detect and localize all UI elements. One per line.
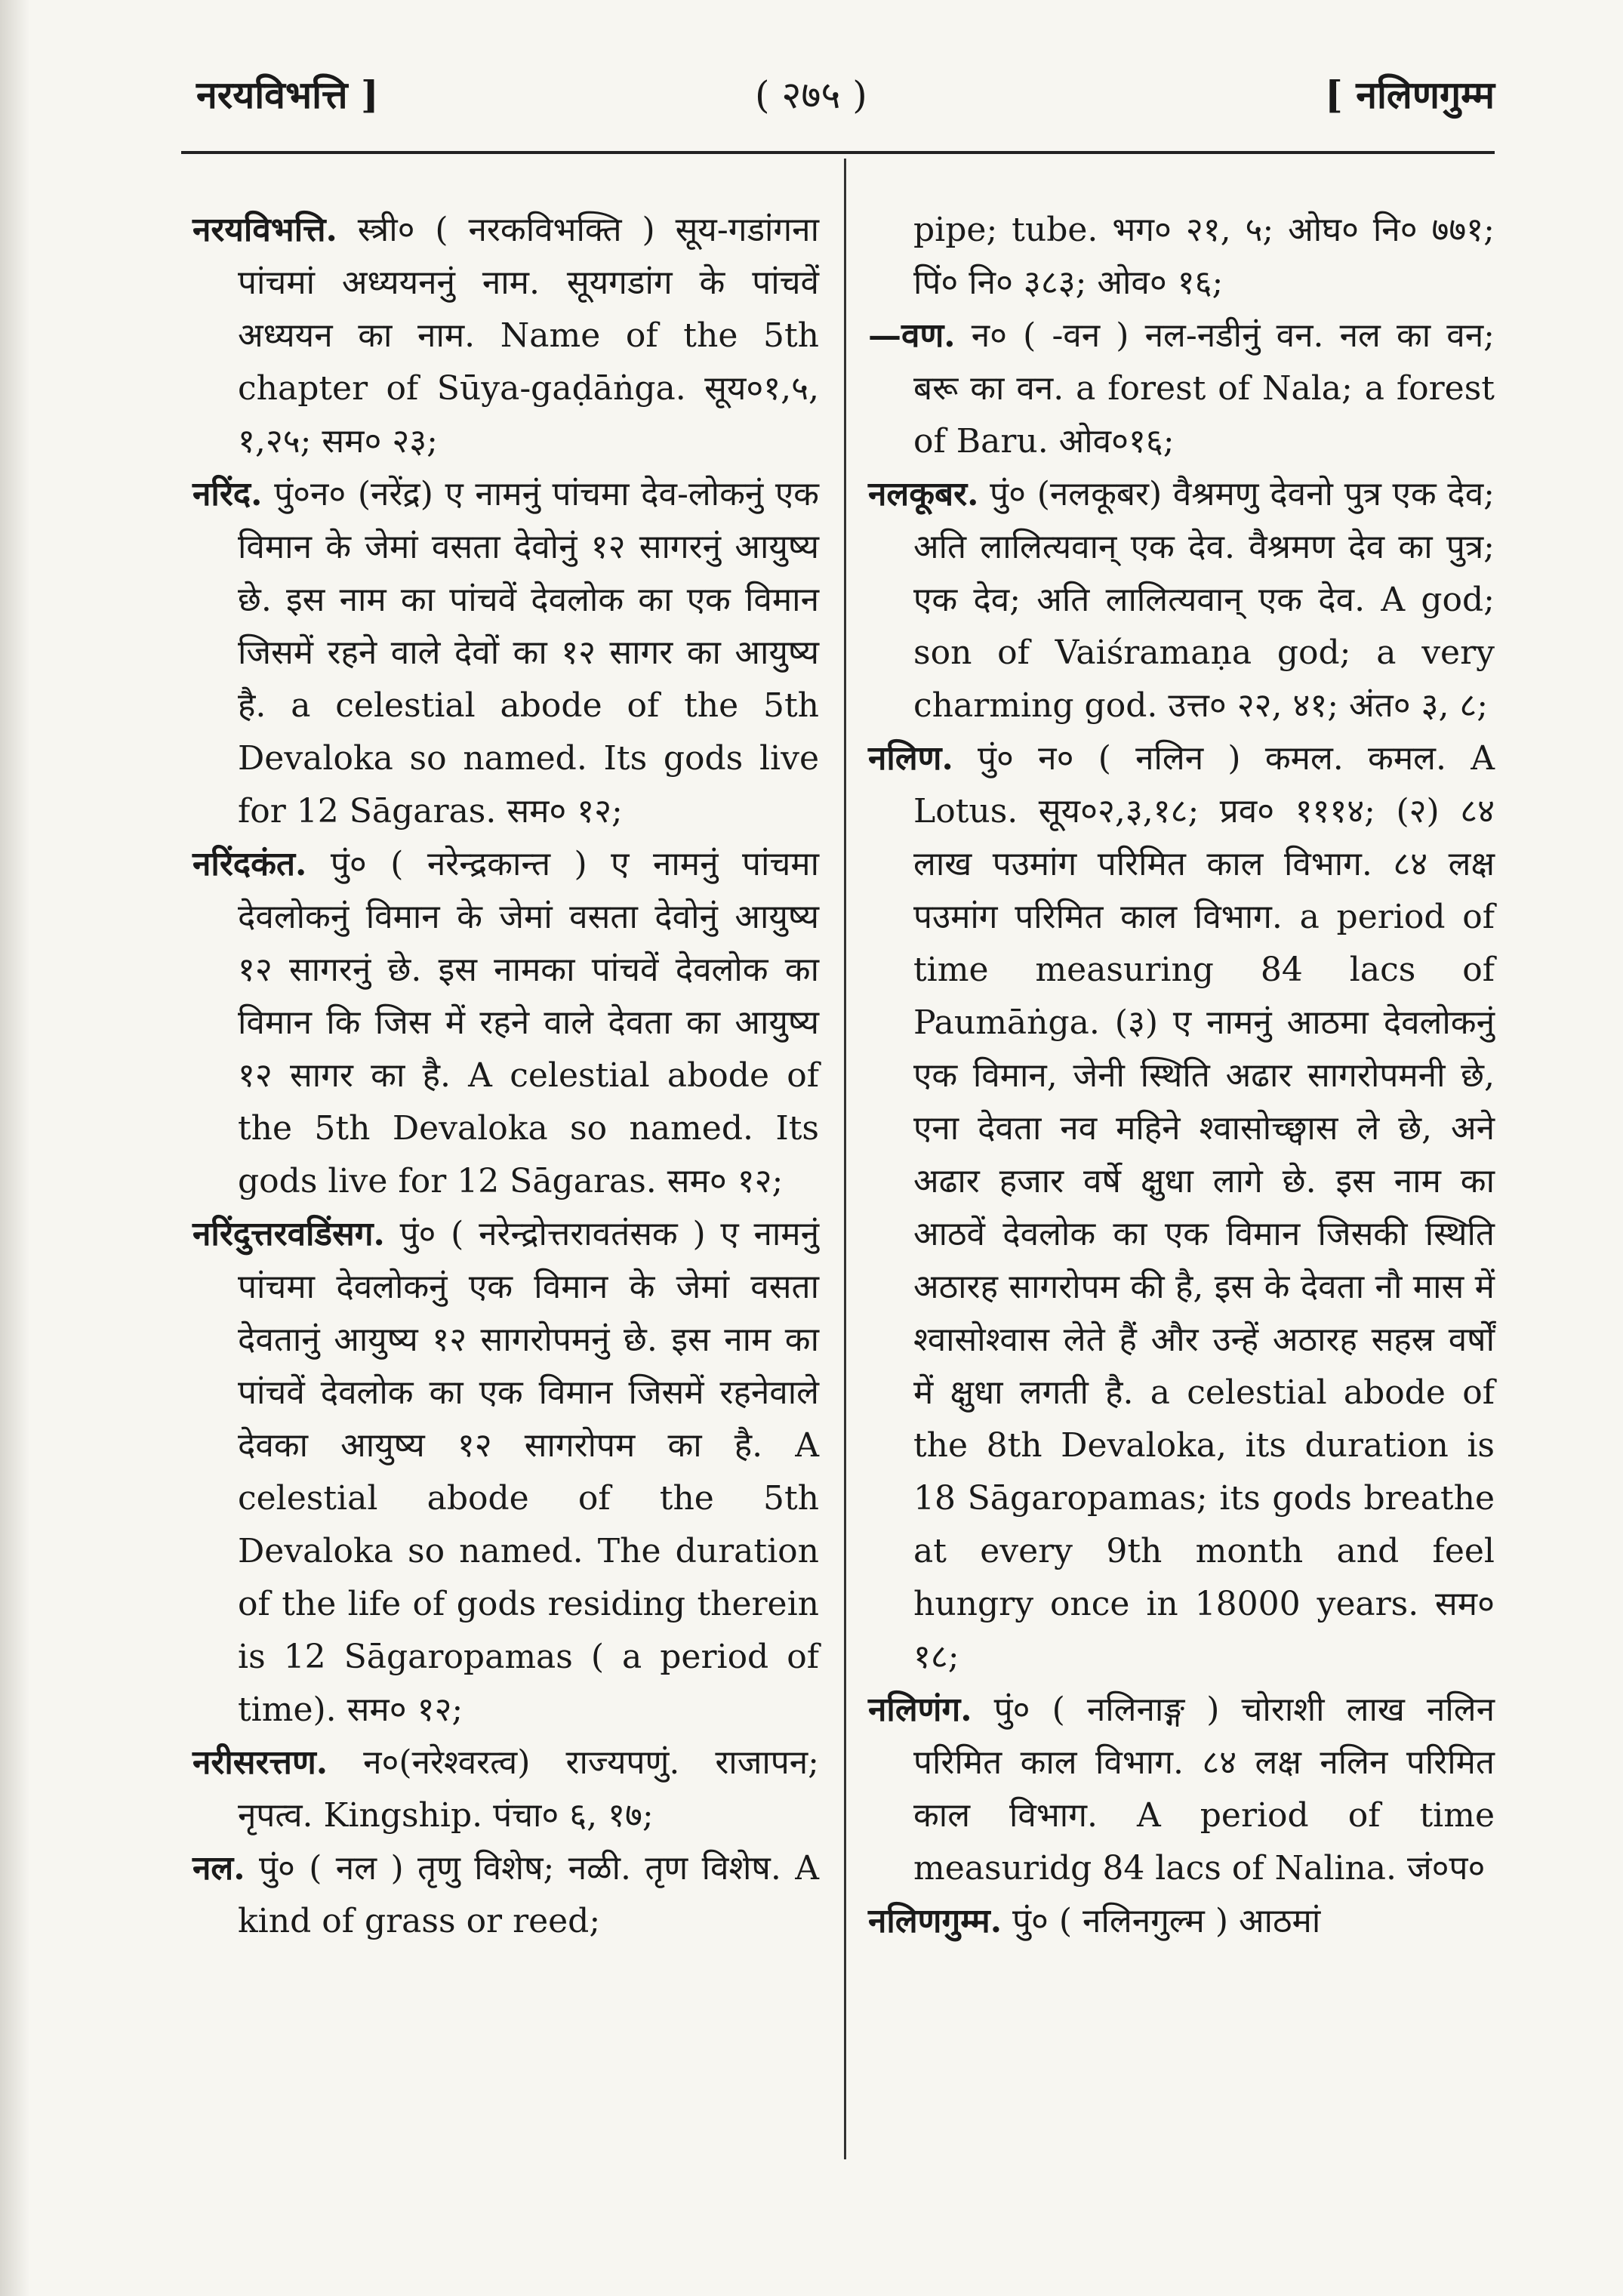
definition: पुं० ( नलिनगुल्म ) आठमां <box>1012 1902 1321 1940</box>
dictionary-entry <box>192 468 819 838</box>
dictionary-entry <box>868 1684 1495 1895</box>
header-rule <box>181 151 1495 154</box>
right-column <box>868 204 1495 1948</box>
dictionary-entry <box>868 732 1495 1684</box>
headword: नरीसरत्तण. <box>192 1743 328 1782</box>
column-divider <box>844 159 846 2159</box>
headword: नरिंदकंत. <box>192 845 307 883</box>
definition: पुं० ( नलिनाङ्ग ) चोराशी लाख नलिन परिमित काल विभाग. ८४ लक्ष नलिन परिमित काल विभाग. A period of time measuridg 84 lacs of Nalina. जं०प० <box>913 1690 1495 1888</box>
headword: नलकूबर. <box>868 475 979 513</box>
definition: पुं० न० ( नलिन ) कमल. कमल. A Lotus. सूय०२,३,१८; प्रव० १११४; (२) ८४ लाख पउमांग परिमित काल विभाग. ८४ लक्ष पउमांग परिमित काल विभाग. a period of time measuring 84 lacs of Paumāṅga. (३) ए नामनुं आठमा देवलोकनुं एक विमान, जेनी स्थिति अढार सागरोपमनी छे, एना देवता नव महिने श्वासोच्छ्वास ले छे, अने अढार हजार वर्षे क्षुधा लागे छे. इस नाम का आठवें देवलोक का एक विमान जिसकी स्थिति अठारह सागरोपम की है, इस के देवता नौ मास में श्वासोश्वास लेते हैं और उन्हें अठारह सहस्र वर्षों में क्षुधा लगती है. a celestial abode of the 8th Devaloka, its duration is 18 Sāgaropamas; its gods breathe at every 9th month and feel hungry once in 18000 years. सम० १८; <box>913 739 1495 1676</box>
dictionary-entry <box>192 204 819 468</box>
definition: पुं० ( नरेन्द्रोत्तरावतंसक ) ए नामनुं पांचमा देवलोकनुं एक विमान के जेमां वसता देवतानुं आयुष्य १२ सागरोपमनुं छे. इस नाम का पांचवें देवलोक का एक विमान जिसमें रहनेवाले देवका आयुष्य १२ सागरोपम का है. A celestial abode of the 5th Devaloka so named. The duration of the life of gods residing therein is 12 Sāgaropamas ( a period of time). सम० १२; <box>238 1215 819 1729</box>
definition: स्त्री० ( नरकविभक्ति ) सूय-गडांगना पांचमां अध्ययननुं नाम. सूयगडांग के पांचवें अध्ययन का नाम. Name of the 5th chapter of Sūya-gaḍāṅga. सूय०१,५, १,२५; सम० २३; <box>238 211 819 461</box>
left-column <box>192 204 819 1948</box>
headword: नलिणगुम्म. <box>868 1902 1002 1940</box>
page-number: ( २७५ ) <box>755 73 867 117</box>
dictionary-entry <box>868 1895 1495 1948</box>
definition: pipe; tube. भग० २१, ५; ओघ० नि० ७७१; पिं० नि० ३८३; ओव० १६; <box>913 211 1495 302</box>
header-right-guideword: [ नलिणगुम्म <box>1325 72 1495 117</box>
page-header <box>181 60 1495 128</box>
dictionary-entry-continuation <box>913 204 1495 310</box>
page-edge <box>0 0 30 2296</box>
definition: पुं०न० (नरेंद्र) ए नामनुं पांचमा देव-लोकनुं एक विमान के जेमां वसता देवोनुं १२ सागरनुं आयुष्य छे. इस नाम का पांचवें देवलोक का एक विमान जिसमें रहने वाले देवों का १२ सागर का आयुष्य है. a celestial abode of the 5th Devaloka so named. Its gods live for 12 Sāgaras. सम० १२; <box>238 475 819 831</box>
definition: न० ( -वन ) नल-नडीनुं वन. नल का वन; बरू का वन. a forest of Nala; a forest of Baru. ओव०१६; <box>913 316 1495 461</box>
dictionary-entry <box>192 1842 819 1948</box>
headword: —वण. <box>868 316 956 355</box>
dictionary-entry <box>192 1208 819 1737</box>
headword: नल. <box>192 1849 245 1888</box>
headword: नरिंद. <box>192 475 263 513</box>
headword: नरयविभत्ति. <box>192 211 337 249</box>
definition: पुं० ( नरेन्द्रकान्त ) ए नामनुं पांचमा देवलोकनुं विमान के जेमां वसता देवोनुं आयुष्य १२ सागरनुं छे. इस नामका पांचवें देवलोक का विमान कि जिस में रहने वाले देवता का आयुष्य १२ सागर का है. A celestial abode of the 5th Devaloka so named. Its gods live for 12 Sāgaras. सम० १२; <box>238 845 819 1200</box>
header-left-guideword: नरयविभत्ति ] <box>196 72 379 117</box>
definition: पुं० ( नल ) तृणु विशेष; नळी. तृण विशेष. A kind of grass or reed; <box>238 1849 819 1940</box>
headword: नरिंदुत्तरवडिंसग. <box>192 1215 385 1253</box>
definition: न०(नरेश्वरत्व) राज्यपणुं. राजापन; नृपत्व. Kingship. पंचा० ६, १७; <box>238 1743 819 1835</box>
dictionary-entry <box>192 1737 819 1842</box>
definition: पुं० (नलकूबर) वैश्रमणु देवनो पुत्र एक देव; अति लालित्यवान् एक देव. वैश्रमण देव का पुत्र; एक देव; अति लालित्यवान् एक देव. A god; son of Vaiśramaṇa god; a very charming god. उत्त० २२, ४१; अंत० ३, ८; <box>913 475 1495 725</box>
headword: नलिणंग. <box>868 1690 972 1729</box>
headword: नलिण. <box>868 739 953 778</box>
dictionary-subentry <box>868 310 1495 468</box>
dictionary-entry <box>192 838 819 1208</box>
dictionary-entry <box>868 468 1495 732</box>
